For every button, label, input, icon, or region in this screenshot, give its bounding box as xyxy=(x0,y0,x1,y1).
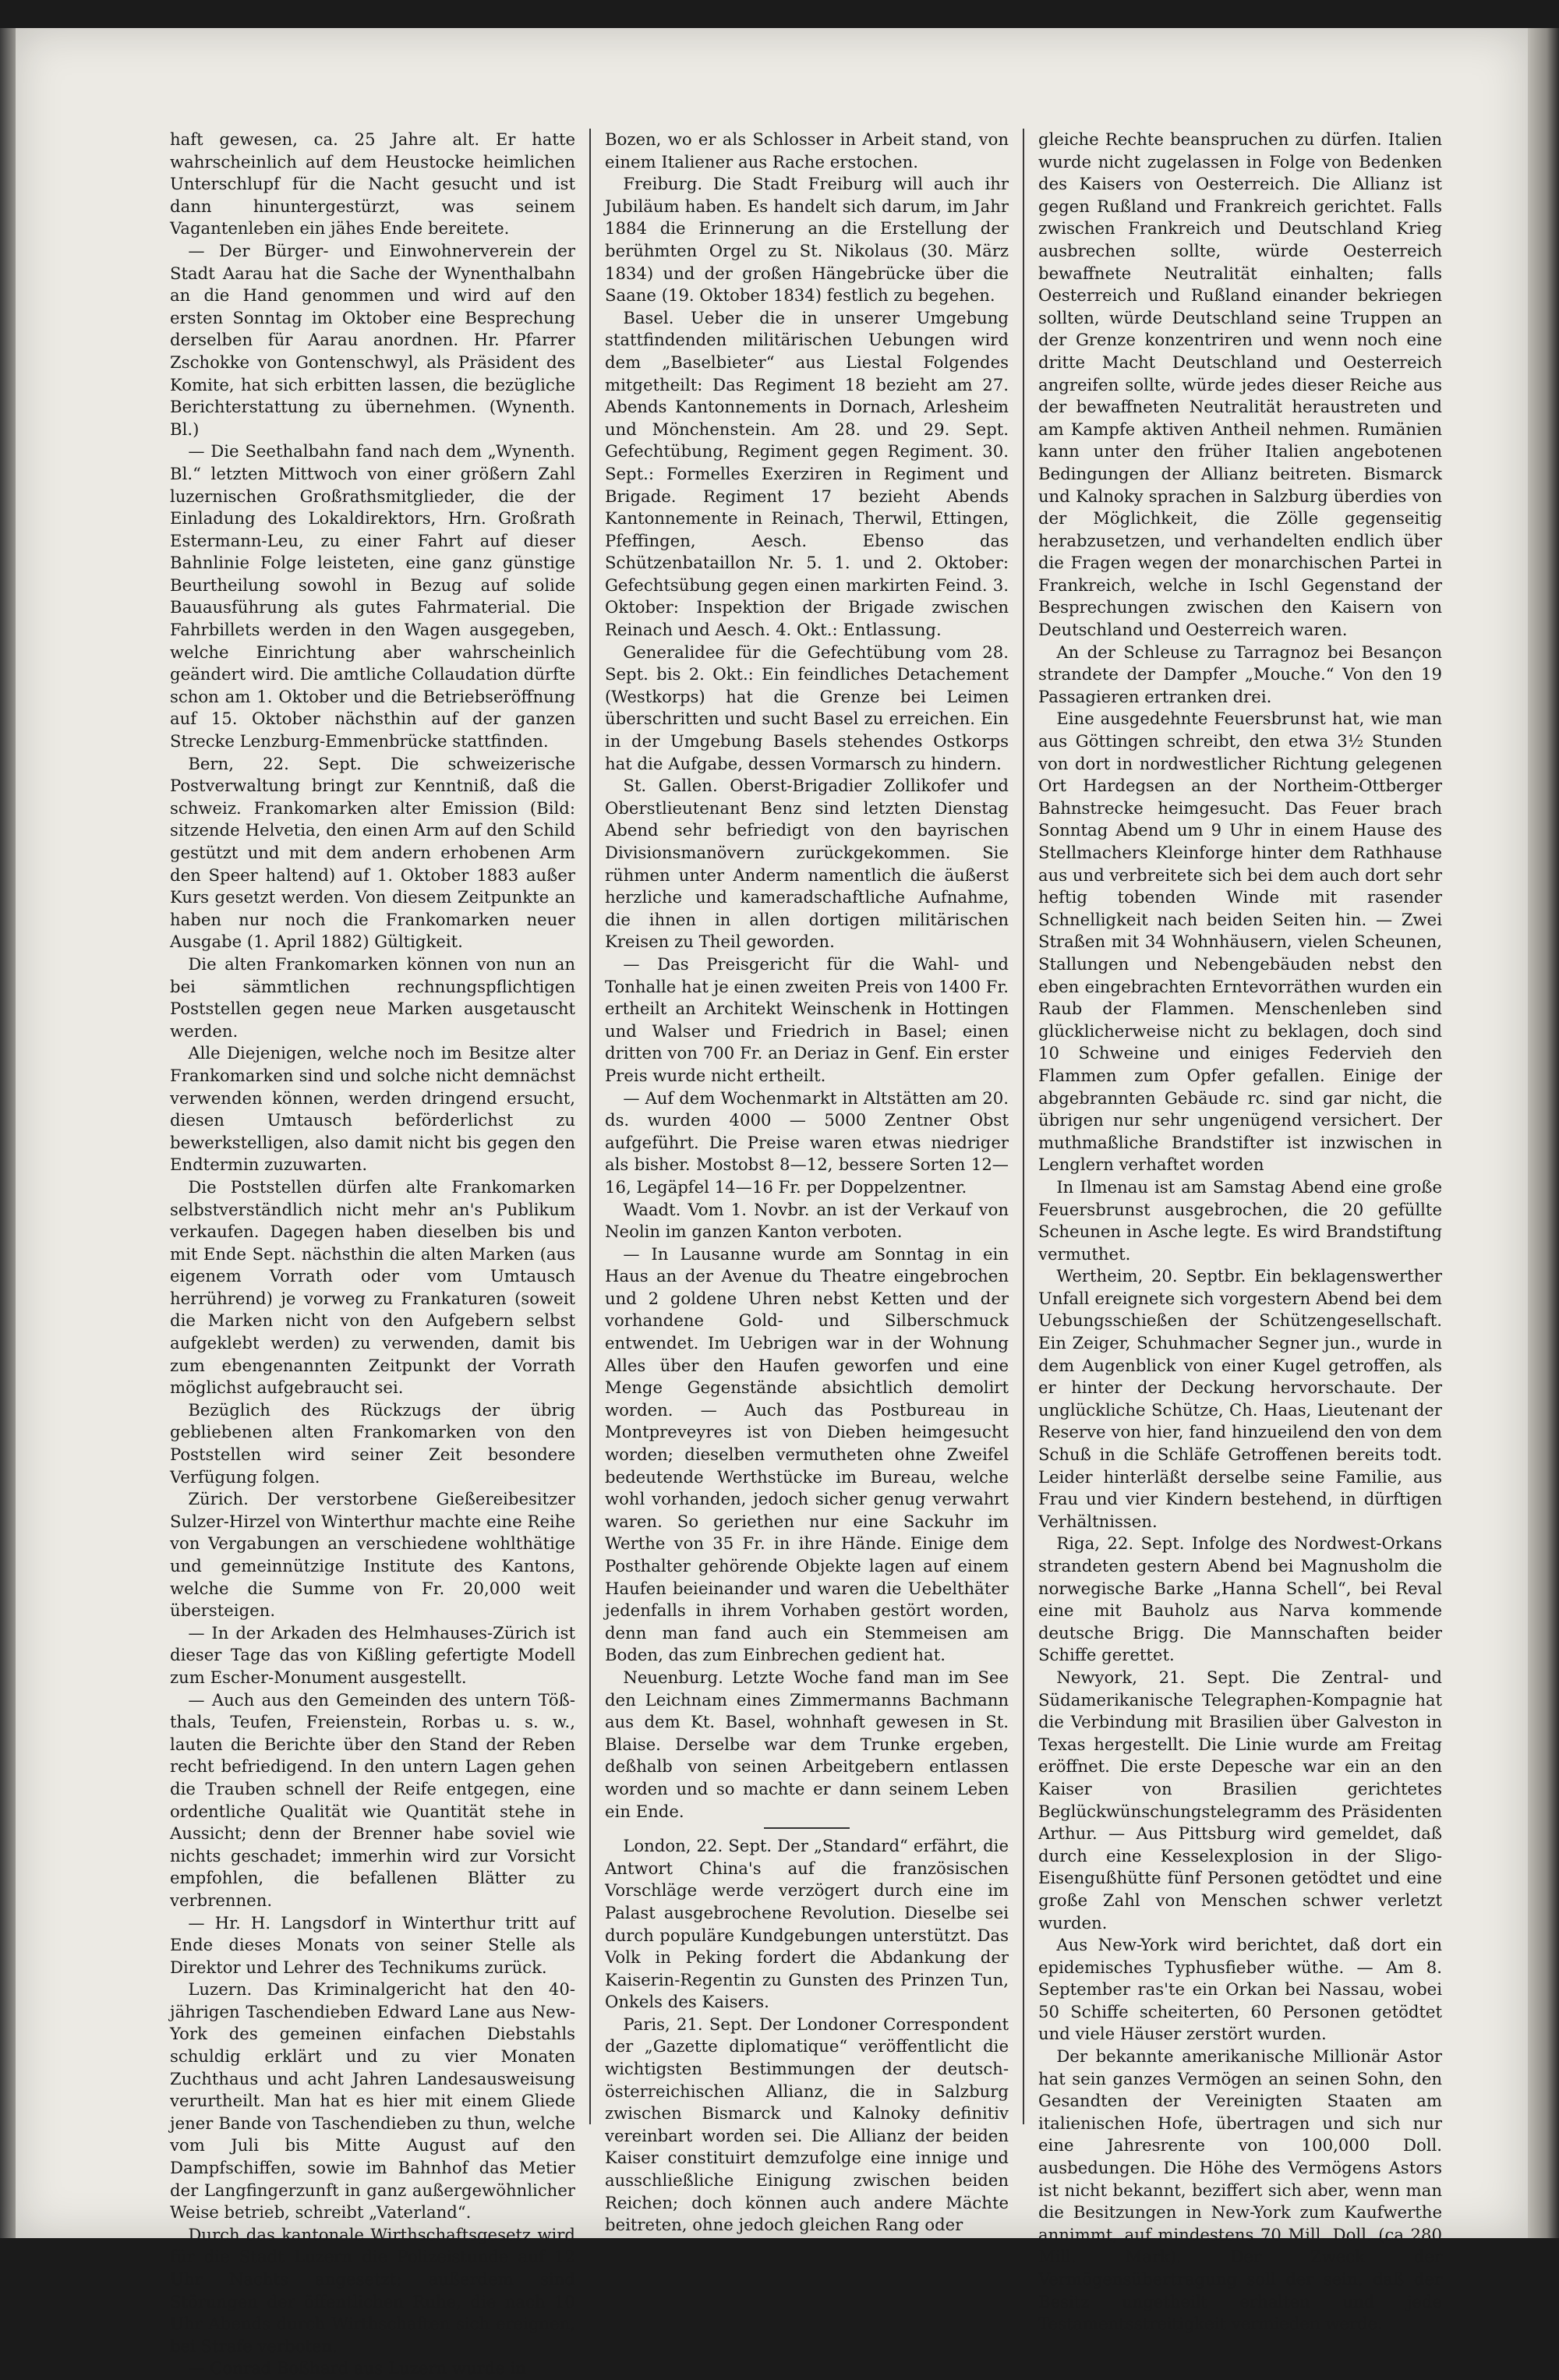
paragraph: Alle Diejenigen, welche noch im Besitze alter Frankomarken sind und solche nicht demnächst verwenden können, werden dringend ersucht, diesen Umtausch beförderlichst zu bewerkstelligen, also damit nicht bis gegen den Endtermin zuzuwarten. xyxy=(170,1043,575,1175)
paragraph: gleiche Rechte beanspruchen zu dürfen. Italien wurde nicht zugelassen in Folge von Bedenken des Kaisers von Oesterreich. Die Allianz ist gegen Rußland und Frankreich gerichtet. Falls zwischen Frankreich und Deutschland Krieg ausbrechen sollte, würde Oesterreich bewaffnete Neutralität einhalten; falls Oesterreich und Rußland einander bekriegen sollten, würde Deutschland seine Truppen an der Grenze konzentriren und wenn noch eine dritte Macht Deutschland und Oesterreich angreifen sollte, würde jedes dieser Reiche aus der bewaffneten Neutralität heraustreten und am Kampfe aktiven Antheil nehmen. Rumänien kann unter den früher Italien angebotenen Bedingungen der Allianz beitreten. Bismarck und Kalnoky sprachen in Salzburg überdies von der Möglichkeit, die Zölle gegenseitig herabzusetzen, und verhandelten endlich über die Fragen wegen der monarchischen Partei in Frankreich, welche in Ischl Gegenstand der Besprechungen zwischen den Kaisern von Deutschland und Oesterreich waren. xyxy=(1038,129,1442,640)
paragraph: Luzern. Das Kriminalgericht hat den 40-jährigen Taschendieben Edward Lane aus New-York des gemeinen einfachen Diebstahls schuldig erklärt und zu vier Monaten Zuchthaus und acht Jahren Landesausweisung verurtheilt. Man hat es hier mit einem Gliede jener Bande von Taschendieben zu thun, welche vom Juli bis Mitte August auf den Dampfschiffen, sowie im Bahnhof das Metier der Langfingerzunft in ganz außergewöhnlicher Weise betrieb, schreibt „Vaterland“. xyxy=(170,1979,575,2223)
page-edge-right xyxy=(1528,28,1559,2238)
paragraph: — Conrad Boßhard aus Luzern wurde in xyxy=(188,2358,527,2378)
text-columns xyxy=(156,129,1458,2378)
paragraph: Der bekannte amerikanische Millionär Astor hat sein ganzes Vermögen an seinen Sohn, den Gesandten der Vereinigten Staaten am italienischen Hofe, übertragen und sich nur eine Jahresrente von 100,000 Doll. ausbedungen. Die Höhe des Vermögens Astors ist nicht bekannt, beziffert sich aber, wenn man die Besitzungen in New-York zum Kaufwerthe annimmt, auf mindestens 70 Mill. Doll. (ca 280 Mill. Mark). Der Zweck der Vermögensübertragung soll der sein, daß der Besitz ungetheilt erhalten und jede Testamentsstreitigkeit vermieden werde. xyxy=(1038,2046,1442,2334)
paragraph: Eine ausgedehnte Feuersbrunst hat, wie man aus Göttingen schreibt, den etwa 3½ Stunden von dort in nordwestlicher Richtung gelegenen Ort Hardegsen an der Northeim-Ottberger Bahnstrecke heimgesucht. Das Feuer brach Sonntag Abend um 9 Uhr in einem Hause des Stellmachers Kleinforge hinter dem Rathhause aus und verbreitete sich bei dem auch dort sehr heftig tobenden Winde mit rasender Schnelligkeit nach beiden Seiten hin. — Zwei Straßen mit 34 Wohnhäusern, vielen Scheunen, Stallungen und Nebengebäuden nebst den eben eingebrachten Erntevorräthen wurden ein Raub der Flammen. Menschenleben sind glücklicherweise nicht zu beklagen, doch sind 10 Schweine und einiges Federvieh den Flammen zum Opfer gefallen. Einige der abgebrannten Gebäude rc. sind gar nicht, die übrigen nur sehr ungenügend versichert. Der muthmaßliche Brandstifter ist inzwischen in Lenglern verhaftet worden xyxy=(1038,709,1442,1175)
paragraph: Freiburg. Die Stadt Freiburg will auch ihr Jubiläum haben. Es handelt sich darum, im Jahr 1884 die Erinnerung an die Erstellung der berühmten Orgel zu St. Nikolaus (30. März 1834) und der großen Hängebrücke über die Saane (19. Oktober 1834) festlich zu begehen. xyxy=(605,174,1009,306)
paragraph: Bezüglich des Rückzugs der übrig gebliebenen alten Frankomarken von den Poststellen wird seiner Zeit besondere Verfügung folgen. xyxy=(170,1399,575,1487)
paragraph: Zürich. Der verstorbene Gießereibesitzer Sulzer-Hirzel von Winterthur machte eine Reihe von Vergabungen an verschiedene wohlthätige und gemeinnützige Institute des Kantons, welche die Summe von Fr. 20,000 weit übersteigen. xyxy=(170,1489,575,1621)
paragraph: Wertheim, 20. Septbr. Ein beklagenswerther Unfall ereignete sich vorgestern Abend bei dem Uebungsschießen der Schützengesellschaft. Ein Zeiger, Schuhmacher Segner jun., wurde in dem Augenblick von einer Kugel getroffen, als er hinter der Deckung hervorschaute. Der unglückliche Schütze, Ch. Haas, Lieutenant der Reserve von hier, fand hinzueilend den von dem Schuß in die Schläfe Getroffenen bereits todt. Leider hinterläßt derselbe seine Familie, aus Frau und vier Kindern bestehend, in dürftigen Verhältnissen. xyxy=(1038,1266,1442,1531)
column-2 xyxy=(589,129,1023,2235)
paragraph: St. Gallen. Oberst-Brigadier Zollikofer und Oberstlieutenant Benz sind letzten Dienstag Abend sehr befriedigt von den bayrischen Divisionsmanövern zurückgekommen. Sie rühmen unter Anderm namentlich die äußerst herzliche und kameradschaftliche Aufnahme, die ihnen in allen dortigen militärischen Kreisen zu Theil geworden. xyxy=(605,776,1009,952)
paragraph: Waadt. Vom 1. Novbr. an ist der Verkauf von Neolin im ganzen Kanton verboten. xyxy=(605,1199,1009,1242)
column-3 xyxy=(1023,129,1456,2334)
paragraph: An der Schleuse zu Tarragnoz bei Besançon strandete der Dampfer „Mouche.“ Von den 19 Passagieren ertranken drei. xyxy=(1038,642,1442,706)
paragraph: Durch das kantonale Wirthschaftsgesetz wird für die Stadt Luzern die Polizeistunde auf 12 Uhr Nachts angesetzt; außerdem sind Störungen der öffentlichen Ruhe, die nach 10 Uhr Abends durch Wirthschaften sich ereignen, bei Strafe verboten. xyxy=(170,2224,575,2356)
paragraph: Bern, 22. Sept. Die schweizerische Postverwaltung bringt zur Kenntniß, daß die schweiz. Frankomarken alter Emission (Bild: sitzende Helvetia, den einen Arm auf den Schild gestützt und mit dem andern erhobenen Arm den Speer haltend) auf 1. Oktober 1883 außer Kurs gesetzt werden. Von diesem Zeitpunkte an haben nur noch die Frankomarken neuer Ausgabe (1. April 1882) Gültigkeit. xyxy=(170,753,575,952)
paragraph: Basel. Ueber die in unserer Umgebung stattfindenden militärischen Uebungen wird dem „Baselbieter“ aus Liestal Folgendes mitgetheilt: Das Regiment 18 bezieht am 27. Abends Kantonnements in Dornach, Arlesheim und Mönchenstein. Am 28. und 29. Sept. Gefechtübung, Regiment gegen Regiment. 30. Sept.: Formelles Exerziren in Regiment und Brigade. Regiment 17 bezieht Abends Kantonnemente in Reinach, Therwil, Ettingen, Pfeffingen, Aesch. Ebenso das Schützenbataillon Nr. 5. 1. und 2. Oktober: Gefechtsübung gegen einen markirten Feind. 3. Oktober: Inspektion der Brigade zwischen Reinach und Aesch. 4. Okt.: Entlassung. xyxy=(605,307,1009,640)
paragraph: — Auf dem Wochenmarkt in Altstätten am 20. ds. wurden 4000 — 5000 Zentner Obst aufgeführt. Die Preise waren etwas niedriger als bisher. Mostobst 8—12, bessere Sorten 12—16, Legäpfel 14—16 Fr. per Doppelzentner. xyxy=(605,1087,1009,1197)
paragraph: London, 22. Sept. Der „Standard“ erfährt, die Antwort China's auf die französischen Vorschläge werde verzögert durch eine im Palast ausgebrochene Revolution. Dieselbe sei durch populäre Kundgebungen unterstützt. Das Volk in Peking fordert die Abdankung der Kaiserin-Regentin zu Gunsten des Prinzen Tun, Onkels des Kaisers. xyxy=(605,1836,1009,2012)
paragraph: — Hr. H. Langsdorf in Winterthur tritt auf Ende dieses Monats von seiner Stelle als Direktor und Lehrer des Technikums zurück. xyxy=(170,1912,575,1977)
paragraph: Neuenburg. Letzte Woche fand man im See den Leichnam eines Zimmermanns Bachmann aus dem Kt. Basel, wohnhaft gewesen in St. Blaise. Derselbe war dem Trunke ergeben, deßhalb von seinen Arbeitgebern entlassen worden und so machte er dann seinem Leben ein Ende. xyxy=(605,1667,1009,1821)
paragraph: Die alten Frankomarken können von nun an bei sämmtlichen rechnungspflichtigen Poststellen gegen neue Marken ausgetauscht werden. xyxy=(170,953,575,1041)
paragraph: Aus New-York wird berichtet, daß dort ein epidemisches Typhusfieber wüthe. — Am 8. September ras'te ein Orkan bei Nassau, wobei 50 Schiffe scheiterten, 60 Personen getödtet und viele Häuser zerstört wurden. xyxy=(1038,1935,1442,2044)
paragraph: — In Lausanne wurde am Sonntag in ein Haus an der Avenue du Theatre eingebrochen und 2 goldene Uhren nebst Ketten und der vorhandene Gold- und Silberschmuck entwendet. Im Uebrigen war in der Wohnung Alles über den Haufen geworfen und eine Menge Gegenstände absichtlich demolirt worden. — Auch das Postbureau in Montpreveyres ist von Dieben heimgesucht worden; dieselben vermutheten ohne Zweifel bedeutende Werthstücke im Bureau, welche wohl vorhanden, jedoch sicher genug verwahrt waren. So geriethen nur eine Sackuhr im Werthe von 35 Fr. in ihre Hände. Einige dem Posthalter gehörende Objekte lagen auf einem Haufen beieinander und waren die Uebelthäter jedenfalls in ihrem Vorhaben gestört worden, denn man fand auch ein Stemmeisen am Boden, das zum Einbrechen gedient hat. xyxy=(605,1243,1009,1665)
column-1 xyxy=(156,129,589,2378)
paragraph: Generalidee für die Gefechtübung vom 28. Sept. bis 2. Okt.: Ein feindliches Detachement (Westkorps) hat die Grenze bei Leimen überschritten und sucht Basel zu erreichen. Ein in der Umgebung Basels stehendes Ostkorps hat die Aufgabe, dessen Vormarsch zu hindern. xyxy=(605,642,1009,773)
paragraph: Newyork, 21. Sept. Die Zentral- und Südamerikanische Telegraphen-Kompagnie hat die Verbindung mit Brasilien über Galveston in Texas hergestellt. Die Linie wurde am Freitag eröffnet. Die erste Depesche war ein an den Kaiser von Brasilien gerichtetes Beglückwünschungstelegramm des Präsidenten Arthur. — Aus Pittsburg wird gemeldet, daß durch eine Kesselexplosion in der Sligo-Eisengußhütte fünf Personen getödtet und eine große Zahl von Menschen schwer verletzt wurden. xyxy=(1038,1667,1442,1933)
paragraph: — Die Seethalbahn fand nach dem „Wynenth. Bl.“ letzten Mittwoch von einer größern Zahl luzernischen Großrathsmitglieder, die der Einladung des Lokaldirektors, Hrn. Großrath Estermann-Leu, zu einer Fahrt auf dieser Bahnlinie Folge leisteten, eine ganz günstige Beurtheilung sowohl in Bezug auf solide Bauausführung als gutes Fahrmaterial. Die Fahrbillets werden in den Wagen ausgegeben, welche Einrichtung aber wahrscheinlich geändert wird. Die amtliche Collaudation dürfte schon am 1. Oktober und die Betriebseröffnung auf 15. Oktober nächsthin auf der ganzen Strecke Lenzburg-Emmenbrücke stattfinden. xyxy=(170,441,575,751)
paragraph: — Auch aus den Gemeinden des untern Töß-thals, Teufen, Freienstein, Rorbas u. s. w., lauten die Berichte über den Stand der Reben recht befriedigend. In den untern Lagen gehen die Trauben schnell der Reife entgegen, eine ordentliche Qualität wie Quantität stehe in Aussicht; denn der Brenner habe soviel wie nichts geschadet; immerhin wird zur Vorsicht empfohlen, die befallenen Blätter zu verbrennen. xyxy=(170,1689,575,1910)
paragraph: — Der Bürger- und Einwohnerverein der Stadt Aarau hat die Sache der Wynenthalbahn an die Hand genommen und wird auf den ersten Sonntag im Oktober eine Besprechung derselben für Aarau anordnen. Hr. Pfarrer Zschokke von Gontenschwyl, als Präsident des Komite, hat sich erbitten lassen, die bezügliche Berichterstattung zu übernehmen. (Wynenth. Bl.) xyxy=(170,240,575,439)
paragraph: — In der Arkaden des Helmhauses-Zürich ist dieser Tage das von Kißling gefertigte Modell zum Escher-Monument ausgestellt. xyxy=(170,1622,575,1687)
paragraph: Die Poststellen dürfen alte Frankomarken selbstverständlich nicht mehr an's Publikum verkaufen. Dagegen haben dieselben bis und mit Ende Sept. nächsthin die alten Marken (aus eigenem Vorrath oder vom Umtausch herrührend) je vorweg zu Frankaturen (soweit die Marken nicht von den Aufgebern selbst aufgeklebt werden) zu verwenden, damit bis zum ebengenannten Zeitpunkt der Vorrath möglichst aufgebraucht sei. xyxy=(170,1176,575,1398)
paragraph: Bozen, wo er als Schlosser in Arbeit stand, von einem Italiener aus Rache erstochen. xyxy=(605,129,1009,172)
paragraph: Paris, 21. Sept. Der Londoner Correspondent der „Gazette diplomatique“ veröffentlicht die wichtigsten Bestimmungen der deutsch-österreichischen Allianz, die in Salzburg zwischen Bismarck und Kalnoky definitiv vereinbart worden sei. Die Allianz der beiden Kaiser constituirt demzufolge eine innige und ausschließliche Einigung zwischen beiden Reichen; doch können auch andere Mächte beitreten, ohne jedoch gleichen Rang oder xyxy=(605,2014,1009,2235)
paragraph: Riga, 22. Sept. Infolge des Nordwest-Orkans strandeten gestern Abend bei Magnusholm die norwegische Barke „Hanna Schell“, bei Reval eine mit Bauholz aus Narva kommende deutsche Brigg. Die Mannschaften beider Schiffe gerettet. xyxy=(1038,1533,1442,1665)
paragraph: — Das Preisgericht für die Wahl- und Tonhalle hat je einen zweiten Preis von 1400 Fr. ertheilt an Architekt Weinschenk in Hottingen und Walser und Friedrich in Basel; einen dritten von 700 Fr. an Deriaz in Genf. Ein erster Preis wurde nicht ertheilt. xyxy=(605,953,1009,1085)
paragraph: In Ilmenau ist am Samstag Abend eine große Feuersbrunst ausgebrochen, die 20 gefüllte Scheunen in Asche legte. Es wird Brandstiftung vermuthet. xyxy=(1038,1176,1442,1264)
paragraph: haft gewesen, ca. 25 Jahre alt. Er hatte wahrscheinlich auf dem Heustocke heimlichen Unterschlupf für die Nacht gesucht und ist dann hinuntergestürzt, was seinem Vagantenleben ein jähes Ende bereitete. xyxy=(170,129,575,239)
section-divider xyxy=(764,1827,850,1829)
